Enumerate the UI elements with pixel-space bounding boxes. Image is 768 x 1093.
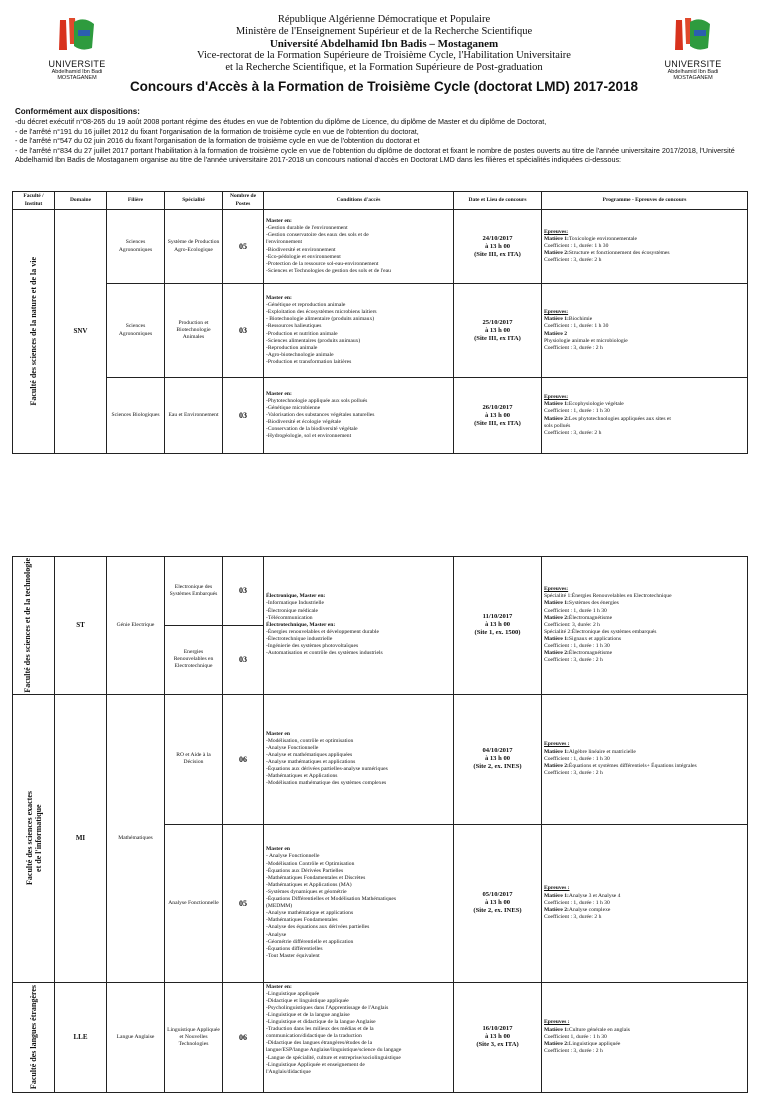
programme-cell [542,557,748,695]
cond-item: Électronique, Master en: [266,593,326,600]
table-row [13,210,748,284]
col-header: Filière [107,192,165,210]
logo-sub1: Abdelhamid Ibn Badi [51,69,103,75]
cond-item: -Didactique des langues étrangères/études de la [266,1040,373,1047]
faculty-name: Faculté des sciences et de la technologie [22,558,32,693]
programme-cell [542,210,748,284]
cond-title: Master en: [266,295,292,302]
faculty-name: Faculté des langues étrangères [29,985,38,1090]
table-row [13,982,748,1092]
faculty-name: Faculté des sciences exactes et de l'informatique [24,791,43,886]
cond-item: -Informatique Industrielle [266,600,324,607]
filiere-cell: Sciences Agronomiques [107,284,165,378]
cond-item: l'environnement [266,239,303,246]
cond-item: -Biodiversité et environnement [266,246,336,253]
prog-line: Spécialité 2:Électronique des systèmes embarqués [544,628,657,635]
cond-item: -Ingénierie des systèmes photovoltaïques [266,643,359,650]
cond-item: -Reproduction animale [266,344,318,351]
exam-time: à 13 h 00 [484,621,511,629]
intro-line: - de l'arrêté n°834 du 27 juillet 2017 portant l'habilitation à la formation de troisième cycle en vue de l'obtention du diplôme de doctorat et fixant le nombre de postes ouverts au titre de l'année universitaire 2017/2018, l'Université Abdelhamid Ibn Badis de Mostaganem organise au titre de l'année universitaire 2017-2018 un concours national d'accès en Doctorat LMD dans les filières et spécialités indiquées ci-dessous: [15,145,735,165]
exam-place: (Site III, ex ITA) [474,419,521,427]
prog-line: Coefficient : 1, durée : 1 h 30 [544,899,610,906]
prog-line: Matière 1:Systèmes des énergies [544,600,619,607]
cond-item: -Génétique et reproduction animale [266,302,346,309]
cond-item: -Analyse et mathématiques appliquées [266,752,353,759]
prog-line: Matière 1:Analyse 3 et Analyse 4 [544,892,621,899]
col-header: Spécialité [165,192,223,210]
programme-cell [542,982,748,1092]
programme-cell [542,824,748,982]
cond-item: -Mathématiques Fondamentales et Discrètes [266,874,366,881]
postes-cell: 03 [223,378,264,454]
cond-title: Master en [266,846,290,853]
domain-cell: SNV [55,210,107,454]
conditions-cell [264,378,454,454]
cond-title: Master en: [266,390,292,397]
exam-place: (Site 3, ex ITA) [476,1041,519,1049]
epreuves-title: Epreuves : [544,885,570,892]
cond-item: -Équations Différentielles et Modélisation Mathématiques [266,896,397,903]
exam-date: 04/10/2017 [482,747,513,755]
cond-item: -Exploitation des écosystèmes microbiens laitiers [266,309,377,316]
prog-line: Coefficient : 3, durée: 2 h [544,429,602,436]
logo-univ-text: UNIVERSITE [48,59,106,69]
cond-title: Master en [266,730,290,737]
table-row [13,378,748,454]
exam-place: (Site 2, ex. INES) [473,763,522,771]
exam-place: (Site III, ex ITA) [474,250,521,258]
faculty-cell [13,694,55,982]
specialite-cell: Système de Production Agro-Ecologique [165,210,223,284]
logo-sub1: Abdelhamid Ibn Badi [667,69,719,75]
document-header [130,14,638,74]
filiere-cell: Génie Electrique [107,557,165,695]
prog-line: Matière 2:Analyse complexe [544,906,611,913]
prog-line: Coefficient : 1, durée : 1 h 30 [544,408,610,415]
prog-line: Coefficient : 1, durée: 1 h 30 [544,323,609,330]
prog-line: Matière 1:Algèbre linéaire et matricielle [544,748,636,755]
cond-item: -Télécommunication [266,614,313,621]
cond-item: -Électronique médicale [266,607,319,614]
exam-time: à 13 h 00 [484,411,511,419]
conditions-cell [264,557,454,695]
cond-item: (MEDMM) [266,903,293,910]
header-line-4: Vice-rectorat de la Formation Supérieure de Troisième Cycle, l'Habilitation Universitaire [197,50,571,61]
conditions-cell [264,210,454,284]
postes-cell: 06 [223,982,264,1092]
postes-cell: 03 [223,284,264,378]
postes-cell: 03 [223,557,264,626]
prog-line: Coefficient : 1, durée 1 h 30 [544,607,607,614]
programme-cell [542,284,748,378]
prog-line: Coefficient : 1, durée : 1 h 30 [544,755,610,762]
cond-item: -Linguistique et didactique de la langue Anglaise [266,1019,376,1026]
epreuves-title: Epreuves: [544,309,569,316]
header-line-3: Université Abdelhamid Ibn Badis – Mostaganem [269,38,499,50]
exam-date: 05/10/2017 [482,891,513,899]
date-cell [454,824,542,982]
table-row [13,284,748,378]
page-title: Concours d'Accès à la Formation de Troisième Cycle (doctorat LMD) 2017-2018 [129,79,639,94]
intro-line: -du décret exécutif n°08-265 du 19 août 2008 portant régime des études en vue de l'obtention du diplôme de Licence, du diplôme de Master et du diplôme de Doctorat, [15,117,547,127]
cond-item: -Tout Master équivalent [266,952,320,959]
faculty-cell [13,557,55,695]
cond-item: -Hydrogéologie, sol et environnement [266,433,352,440]
prog-line: Matière 1:Biochimie [544,316,593,323]
programme-cell [542,378,748,454]
cond-item: -Langue de spécialité, culture et entreprise/sociolinguistique [266,1054,401,1061]
cond-item: -Psycholinguistiques dans l'Apprentissage de l'Anglais [266,1004,389,1011]
cond-item: -Gestion conservatoire des eaux des sols et de [266,232,369,239]
domain-cell: LLE [55,982,107,1092]
cond-item: -Analyse mathématiques et applications [266,759,356,766]
prog-line: Matière 2:Électromagnétisme [544,614,613,621]
exam-date: 25/10/2017 [482,318,513,326]
cond-item: -Modélisation, contrôle et optimisation [266,737,354,744]
prog-line: Matière 1:Culture générale en anglais [544,1026,630,1033]
univ-emblem-icon [56,14,98,54]
prog-line: Matière 1:Toxicologie environnementale [544,235,638,242]
cond-item: -Géométrie différentielle et application [266,938,354,945]
university-logo-right [660,14,726,81]
filiere-cell: Sciences Agronomiques [107,210,165,284]
col-header: Domaine [55,192,107,210]
exam-time: à 13 h 00 [484,242,511,250]
cond-item: -Linguistique et de la langue anglaise [266,1012,350,1019]
faculty-name: Faculté des sciences de la nature et de la vie [29,257,38,406]
cond-item: -Équations aux Dérivées Partielles [266,867,344,874]
cond-item: -Analyse Fonctionnelle [266,744,319,751]
cond-item: -Analyse [266,931,287,938]
cond-item: -Valorisation des substances végétales naturelles [266,411,375,418]
header-line-5: et la Recherche Scientifique, et la Formation Supérieure de Post-graduation [225,62,543,73]
intro-block [15,107,755,164]
cond-item: -Eco-pédologie et environnement [266,253,341,260]
date-cell [454,210,542,284]
cond-item: -Ressources halieutiques [266,323,322,330]
logo-sub2: MOSTAGANEM [57,75,97,81]
cond-item: -Mathématiques et Applications (MA) [266,881,352,888]
prog-line: Matière 2:Les phytotechnologies appliquées aux sites et [544,415,671,422]
postes-cell: 03 [223,625,264,694]
epreuves-title: Epreuves : [544,1019,570,1026]
cond-item: -Systèmes dynamiques et géométrie [266,888,347,895]
prog-line: sols pollués [544,422,571,429]
cond-item: -Modélisation Contrôle et Optimisation [266,860,355,867]
col-header: Faculté / Institut [13,192,55,210]
domain-cell: ST [55,557,107,695]
cond-item: -Linguistique Appliquée et enseignement de [266,1061,365,1068]
specialite-cell: Analyse Fonctionnelle [165,824,223,982]
cond-item: -Modélisation mathématique des systèmes complexes [266,780,387,787]
intro-line: - de l'arrêté n°547 du 02 juin 2016 du fixant l'organisation de la formation de troisième cycle en vue de l'obtention du doctorat et [15,136,420,146]
epreuves-title: Epreuves: [544,586,569,593]
cond-item: -Mathématiques Fondamentales [266,917,338,924]
cond-item: -Équations différentielles [266,945,323,952]
date-cell [454,378,542,454]
exam-date: 24/10/2017 [482,234,513,242]
table-st-mi-lle [12,556,748,1093]
table-snv [12,191,748,454]
filiere-cell: Sciences Biologiques [107,378,165,454]
cond-item: -Protection de la ressource sol-eau-environnement [266,260,379,267]
cond-item: communication/didactique de la traduction [266,1033,362,1040]
prog-line: Coefficient 1, durée : 1 h 30 [544,1033,607,1040]
prog-line: Coefficient : 3, durée: 2 h [544,913,602,920]
prog-line: Matière 2:Électromagnétisme [544,650,613,657]
exam-place: (Site 1, ex. 1500) [474,629,521,637]
cond-item: -Linguistique appliquée [266,990,320,997]
table-row [13,694,748,824]
date-cell [454,694,542,824]
specialite-cell: RO et Aide à la Décision [165,694,223,824]
prog-line: Matière 2 [544,330,568,337]
exam-date: 26/10/2017 [482,403,513,411]
epreuves-title: Epreuves : [544,741,570,748]
cond-item: -Traduction dans les milieux des médias et de la [266,1026,374,1033]
conditions-cell [264,824,454,982]
cond-item: -Agro-biotechnologie animale [266,351,334,358]
prog-line: Coefficient : 3, durée : 2 h [544,344,603,351]
prog-line: Coefficient : 1, durée: 1 h 30 [544,242,609,249]
cond-item: -Production et transformation laitières [266,358,352,365]
prog-line: Matière 2:Équations et systèmes différentiels+ Équations intégrales [544,762,697,769]
logo-univ-text: UNIVERSITE [664,59,722,69]
univ-emblem-icon [672,14,714,54]
cond-item: - Biotechnologie alimentaire (produits animaux) [266,316,375,323]
specialite-cell: Electronique des Systèmes Embarqués [165,557,223,626]
col-header: Programme - Epreuves de concours [542,192,748,210]
cond-item: -Génétique microbienne [266,404,321,411]
logo-sub2: MOSTAGANEM [673,75,713,81]
cond-item: -Électrotechnique industrielle [266,635,333,642]
exam-date: 16/10/2017 [482,1025,513,1033]
conditions-cell [264,284,454,378]
prog-line: Spécialité 1:Énergies Renouvelables en Electrotechnique [544,593,672,600]
col-header: Date et Lieu de concours [454,192,542,210]
col-header: Conditions d'accès [264,192,454,210]
table-header-row [13,192,748,210]
cond-item: -Production et nutrition animale [266,330,338,337]
exam-time: à 13 h 00 [484,1033,511,1041]
cond-item: -Analyse mathématique et applications [266,910,354,917]
cond-item: -Mathématiques et Applications [266,773,338,780]
epreuves-title: Epreuves: [544,228,569,235]
postes-cell: 06 [223,694,264,824]
specialite-cell: Energies Renouvelables en Electrotechnique [165,625,223,694]
date-cell [454,284,542,378]
filiere-cell: Langue Anglaise [107,982,165,1092]
col-header: Nombre de Postes [223,192,264,210]
epreuves-title: Epreuves: [544,394,569,401]
programme-cell [542,694,748,824]
cond-item: -Analyse des équations aux dérivées partielles [266,924,370,931]
prog-line: Matière 1:Signaux et applications [544,635,622,642]
exam-time: à 13 h 00 [484,755,511,763]
prog-line: Physiologie animale et microbiologie [544,337,628,344]
cond-title: Master en: [266,218,292,225]
exam-place: (Site 2, ex. INES) [473,907,522,915]
cond-item: -Didactique et linguistique appliquée [266,997,349,1004]
cond-item: Électrotechnique, Master en: [266,621,336,628]
domain-cell: MI [55,694,107,982]
specialite-cell: Eau et Environnement [165,378,223,454]
prog-line: Matière 1:Ecophysiologie végétale [544,401,624,408]
header-line-1: République Algérienne Démocratique et Populaire [277,14,491,25]
filiere-cell: Mathématiques [107,694,165,982]
exam-date: 11/10/2017 [482,613,513,621]
conditions-cell [264,982,454,1092]
exam-time: à 13 h 00 [484,326,511,334]
prog-line: Coefficient : 3, durée : 2 h [544,769,603,776]
faculty-cell [13,982,55,1092]
cond-item: -Sciences alimentaires (produits animaux) [266,337,361,344]
cond-item: -Biodiversité et écologie végétale [266,419,342,426]
exam-time: à 13 h 00 [484,899,511,907]
prog-line: Coefficient : 3, durée: 2 h [544,257,602,264]
exam-place: (Site III, ex ITA) [474,334,521,342]
cond-item: -Gestion durable de l'environnement [266,225,348,232]
cond-item: langue/ESP/langue Anglaise/linguistique/science du langage [266,1047,402,1054]
postes-cell: 05 [223,824,264,982]
cond-item: -Énergies renouvelables et développement durable [266,628,379,635]
cond-title: Master en: [266,983,292,990]
prog-line: Matière 2:Linguistique appliquée [544,1040,621,1047]
cond-item: l'Anglais/didactique [266,1068,311,1075]
specialite-cell: Linguistique Appliquée et Nouvelles Technologies [165,982,223,1092]
prog-line: Coefficient : 1, durée : 1 h 30 [544,643,610,650]
cond-item: -Sciences et Technologies de gestion des sols et de l'eau [266,267,391,274]
cond-item: -Équations aux dérivées partielles-analyse numériques [266,766,388,773]
prog-line: Coefficient : 3, durée : 2 h [544,657,603,664]
prog-line: Coefficient : 3, durée : 2 h [544,1047,603,1054]
cond-item: -Phytotechnologie appliquée aux sols pollués [266,397,368,404]
header-line-2: Ministère de l'Enseignement Supérieur et de la Recherche Scientifique [235,26,533,37]
cond-item: - Analyse Fonctionnelle [266,853,320,860]
postes-cell: 05 [223,210,264,284]
cond-item: -Automatisation et contrôle des systèmes industriels [266,650,383,657]
university-logo-left [44,14,110,81]
prog-line: Coefficient: 3, durée: 2 h [544,621,600,628]
intro-heading: Conformément aux dispositions: [15,107,140,116]
cond-item: -Conservation de la biodiversité végétale [266,426,358,433]
table-row [13,557,748,626]
conditions-cell [264,694,454,824]
date-cell [454,557,542,695]
prog-line: Matière 2:Structure et fonctionnement des écosystèmes [544,250,670,257]
faculty-cell [13,210,55,454]
date-cell [454,982,542,1092]
intro-line: - de l'arrêté n°191 du 16 juillet 2012 du fixant l'organisation de la formation de troisième cycle en vue de l'obtention du doctorat, [15,126,419,136]
specialite-cell: Production et Biotechnologie Animales [165,284,223,378]
